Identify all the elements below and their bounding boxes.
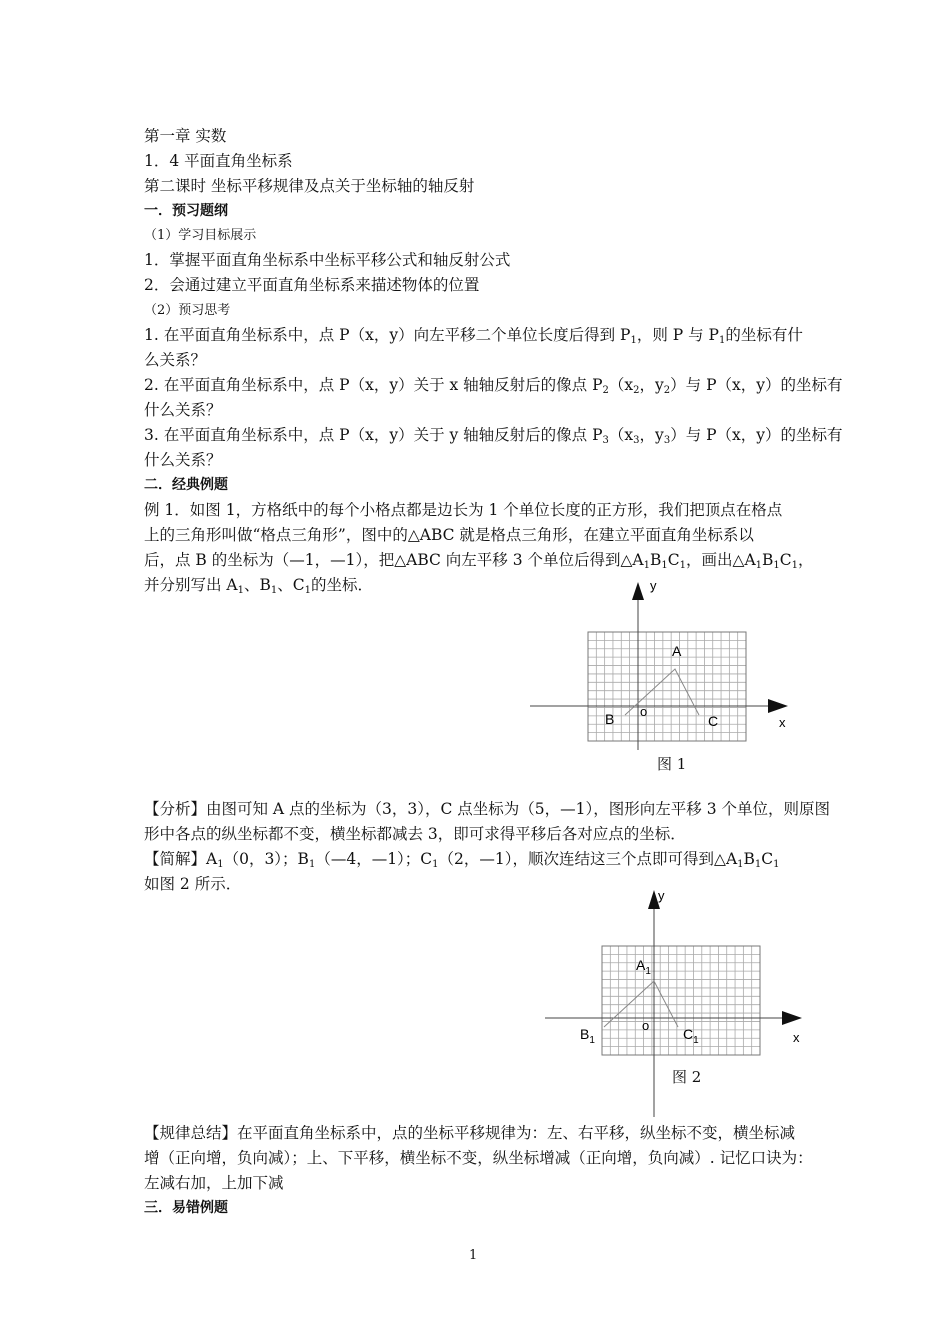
figure-2-y-label: y — [658, 888, 665, 903]
rule-line-2: 增（正向增，负向减）；上、下平移，横坐标不变，纵坐标增减（正向增，负向减）. 记忆口诀为： — [144, 1149, 813, 1167]
lesson-title: 第二课时 坐标平移规律及点关于坐标轴的轴反射 — [144, 177, 475, 195]
example-1-line-4: 并分别写出 $A_1$、$B_1$、$C_1$的坐标． — [144, 576, 374, 596]
solution-line-1: 【简解】$A_1(0$，3）；$B_1(—4$，—1）；$C_1(2$，—1），顺次连结这三个点即可得到$\triangle A_1B_1C_1$ — [144, 850, 780, 870]
analysis-line-2: 形中各点的纵坐标都不变，横坐标都减去 3，即可求得平移后各对应点的坐标． — [144, 825, 686, 843]
figure-2-label-o: o — [642, 1018, 650, 1033]
chapter-title: 第一章 实数 — [144, 127, 227, 145]
figure-2-grid-border — [602, 946, 760, 1055]
part1-heading: 一．预习题纲 — [144, 203, 228, 219]
rule-line-1: 【规律总结】在平面直角坐标系中，点的坐标平移规律为：左、右平移，纵坐标不变，横坐标减 — [144, 1124, 796, 1142]
figure-2-caption: 图 2 — [672, 1068, 702, 1086]
figure-1-x-arrow — [768, 699, 788, 713]
question-1-cont: 么关系？ — [144, 351, 207, 369]
goal-1: 1．掌握平面直角坐标系中坐标平移公式和轴反射公式 — [144, 251, 511, 269]
figure-1-x-label: x — [779, 715, 786, 730]
figure-1-label-a: A — [672, 643, 682, 659]
solution-line-2: 如图 2 所示． — [144, 875, 242, 893]
figure-2-label-b1: $B_1$ — [580, 1026, 595, 1046]
question-2: 2. 在平面直角坐标系中，点 P（x，y）关于 x 轴轴反射后的像点 $P_2(x_2$，$y_2$）与 P（x，y）的坐标有 — [144, 376, 843, 396]
example-1-line-2: 上的三角形叫做“格点三角形”，图中的△ABC 就是格点三角形，在建立平面直角坐标系以 — [144, 526, 754, 544]
part3-heading: 三．易错例题 — [144, 1200, 228, 1216]
figure-1-caption: 图 1 — [657, 755, 687, 773]
figure-2-label-a1: $A_1$ — [636, 957, 651, 977]
figure-2-grid — [602, 946, 760, 1055]
think-heading: （2）预习思考 — [144, 303, 231, 318]
figure-1-y-arrow — [632, 582, 644, 600]
goals-heading: （1）学习目标展示 — [144, 228, 257, 243]
question-2-cont: 什么关系？ — [144, 401, 222, 419]
analysis-line-1: 【分析】由图可知 A 点的坐标为（3，3），C 点坐标为（5，—1），图形向左平移 3 个单位，则原图 — [144, 800, 830, 818]
figure-1-label-b: B — [605, 711, 615, 727]
page-number: 1 — [469, 1248, 478, 1263]
part2-heading: 二．经典例题 — [144, 477, 228, 493]
figure-2-x-label: x — [793, 1030, 800, 1045]
figure-2-label-c1: $C_1$ — [683, 1026, 699, 1046]
figure-1-label-o: o — [640, 704, 648, 719]
rule-line-3: 左减右加，上加下减 — [144, 1174, 284, 1192]
question-3-cont: 什么关系？ — [144, 451, 222, 469]
figure-1-label-c: C — [708, 713, 719, 729]
example-1-line-1: 例 1．如图 1，方格纸中的每个小格点都是边长为 1 个单位长度的正方形，我们把顶点在格点 — [144, 501, 783, 519]
section-title: 1．4 平面直角坐标系 — [144, 152, 293, 170]
question-1: 1. 在平面直角坐标系中，点 P（x，y）向左平移二个单位长度后得到 $P_1$，则 P 与 $P_1$的坐标有什 — [144, 326, 803, 346]
figure-1-y-label: y — [650, 578, 657, 593]
example-1-line-3: 后，点 B 的坐标为（—1，—1），把△ABC 向左平移 3 个单位后得到$\triangle A_1B_1C_1$，画出$\triangle A_1B_1C_1$， — [144, 551, 814, 571]
question-3: 3. 在平面直角坐标系中，点 P（x，y）关于 y 轴轴反射后的像点 $P_3(x_3$，$y_3$）与 P（x，y）的坐标有 — [144, 426, 843, 446]
figure-2-x-arrow — [782, 1011, 802, 1025]
goal-2: 2．会通过建立平面直角坐标系来描述物体的位置 — [144, 276, 480, 294]
figure-1 — [520, 570, 810, 750]
